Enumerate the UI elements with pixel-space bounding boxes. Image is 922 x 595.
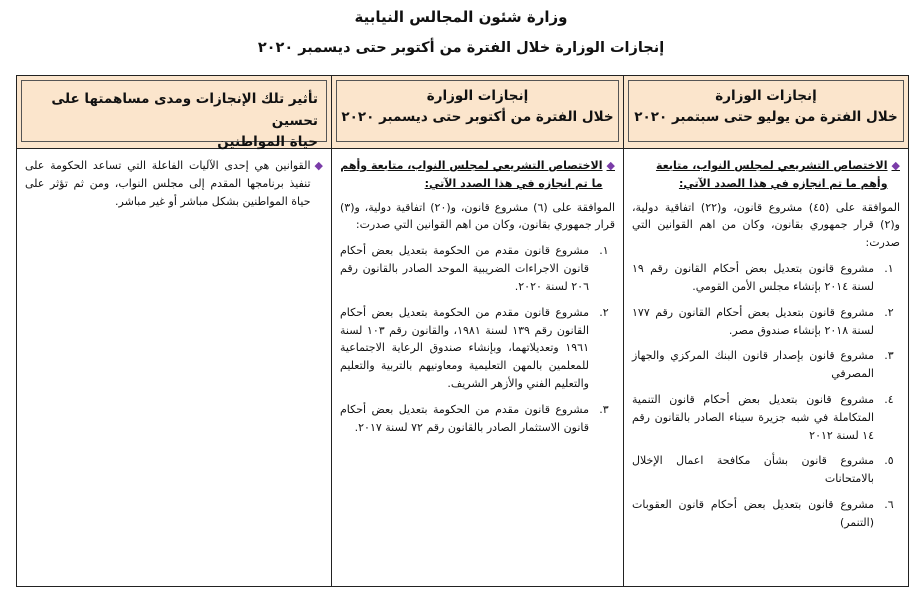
intro-text: الموافقة على (٤٥) مشروع قانون، و(٢٢) اتفاقية دولية، و(٢) قرار جمهوري بقانون، وكان من اهم القوانين التي صدرت: [632, 200, 901, 250]
section-heading [340, 157, 615, 193]
intro-text: الموافقة على (٦) مشروع قانون، و(٢٠) اتفاقية دولية، و(٣) قرار جمهوري بقانون، وكان من اهم القوانين التي صدرت: [340, 200, 615, 232]
law-item-text: مشروع قانون مقدم من الحكومة بتعديل بعض أحكام القانون رقم ١٣٩ لسنة ١٩٨١، والقانون رقم ١٠٣ لسنة ١٩٦١ وتعديلاتهما، وبإنشاء صندوق الرعاية الاجتماعية للمعلمين بالمهن التعليمية ومعاونيهم بالتربية والتعليم والتعليم الفني والأزهر الشريف. [340, 305, 590, 390]
cell-q4-achievements [332, 149, 624, 587]
cell-impact [17, 149, 332, 587]
law-item [632, 452, 900, 488]
section-heading-text: الاختصاص التشريعي لمجلس النواب، متابعة وأهم ما تم انجازه في هذا الصدد الآتي: [340, 159, 603, 190]
header-impact-line1: تأثير تلك الإنجازات ومدى مساهمتها على تحسين [51, 91, 318, 129]
header-cell-q4 [332, 76, 624, 149]
law-item-text: مشروع قانون بشأن مكافحة اعمال الإخلال بالامتحانات [632, 454, 874, 486]
header-q3-line2: خلال الفترة من يوليو حتى سبتمبر ٢٠٢٠ [634, 108, 898, 125]
law-item-number: ٥. [884, 454, 894, 468]
impact-text: القوانين هي إحدى الآليات الفاعلة التي تساعد الحكومة على تنفيذ برنامجها المقدم إلى مجلس النواب، ومن ثم تؤثر على حياة المواطنين بشكل مباشر أو غير مباشر. [25, 159, 311, 208]
body-row [17, 149, 909, 587]
law-item-text: مشروع قانون بتعديل بعض أحكام قانون التنمية المتكاملة في شبه جزيرة سيناء الصادر بالقانون رقم ١٤ لسنة ٢٠١٢ [632, 392, 874, 442]
impact-paragraph [25, 157, 323, 210]
law-item-number: ٦. [884, 498, 894, 511]
header-impact-line2: حياة المواطنين [217, 134, 318, 151]
law-item-number: ٣. [884, 349, 894, 363]
arrow-bullet-icon: ◆ [606, 159, 615, 172]
section-heading [632, 157, 900, 193]
law-item-text: مشروع قانون بتعديل بعض أحكام القانون رقم ١٩ لسنة ٢٠١٤ بإنشاء مجلس الأمن القومي. [632, 262, 874, 293]
law-item-text: مشروع قانون بتعديل بعض أحكام قانون العقوبات (التنمر) [632, 498, 874, 529]
law-item-text: مشروع قانون بتعديل بعض أحكام القانون رقم ١٧٧ لسنة ٢٠١٨ بإنشاء صندوق مصر. [632, 305, 874, 337]
law-item-text: مشروع قانون بإصدار قانون البنك المركزي والجهاز المصرفي [632, 349, 874, 381]
header-row [17, 76, 909, 149]
law-item [340, 401, 615, 437]
law-item [340, 304, 615, 393]
law-item-number: ٣. [599, 402, 609, 416]
ministry-title: وزارة شئون المجالس النيابية [354, 8, 568, 26]
law-item [340, 242, 615, 295]
header-cell-impact [17, 76, 332, 149]
arrow-bullet-icon: ◆ [314, 159, 323, 172]
arrow-bullet-icon: ◆ [891, 159, 900, 172]
law-item [632, 391, 900, 444]
law-item [632, 347, 900, 383]
report-subtitle: إنجازات الوزارة خلال الفترة من أكتوبر حتى ديسمبر ٢٠٢٠ [257, 40, 665, 56]
law-item-number: ٢. [884, 305, 894, 319]
law-item-number: ٢. [599, 305, 609, 319]
law-item-number: ١. [599, 244, 609, 258]
law-item-number: ١. [884, 262, 894, 276]
header-q3-line1: إنجازات الوزارة [715, 88, 817, 104]
cell-q3-achievements [624, 149, 909, 587]
law-item-text: مشروع قانون مقدم من الحكومة بتعديل بعض أحكام قانون الاجراءات الضريبية الموحد الصادر بالقانون رقم ٢٠٦ لسنة ٢٠٢٠. [340, 244, 589, 293]
law-item-text: مشروع قانون مقدم من الحكومة بتعديل بعض أحكام قانون الاستثمار الصادر بالقانون رقم ٧٢ لسنة ٢٠١٧. [340, 402, 589, 434]
achievements-table [16, 75, 909, 587]
header-cell-q3 [624, 76, 909, 149]
header-q4-line1: إنجازات الوزارة [426, 88, 529, 104]
law-list [632, 260, 900, 532]
law-item [632, 304, 900, 340]
section-heading-text: الاختصاص التشريعي لمجلس النواب، متابعة وأهم ما تم انجازه في هذا الصدد الآتي: [655, 159, 888, 190]
header-q4-line2: خلال الفترة من أكتوبر حتى ديسمبر ٢٠٢٠ [341, 108, 614, 125]
law-item [632, 496, 900, 532]
law-item-number: ٤. [884, 392, 894, 406]
law-list [340, 242, 615, 436]
law-item [632, 260, 900, 296]
